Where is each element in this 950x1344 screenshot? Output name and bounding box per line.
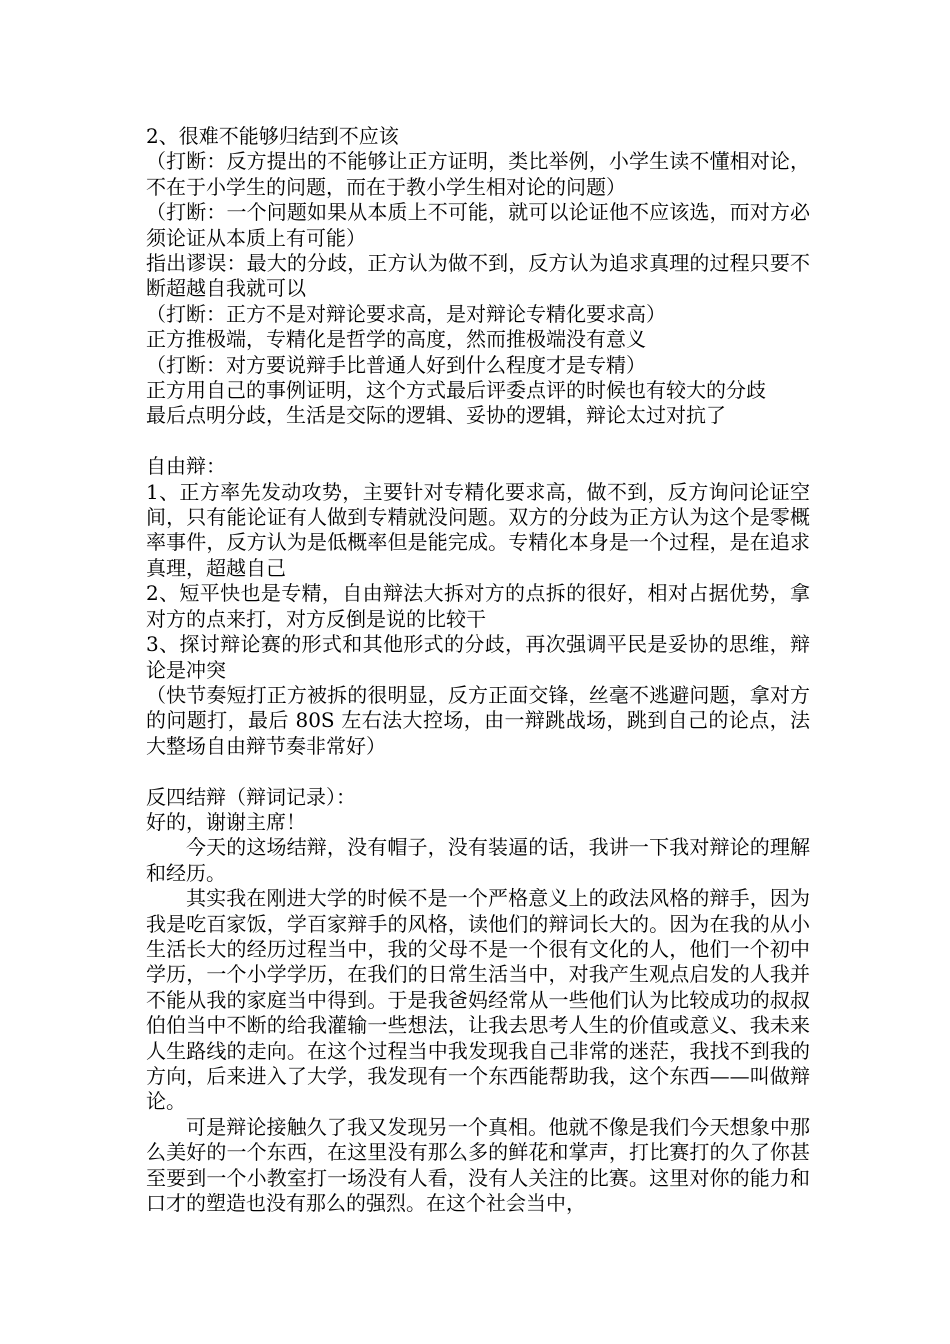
interruption-note: （打断：对方要说辩手比普通人好到什么程度才是专精） <box>146 352 646 377</box>
document-page <box>146 124 810 1216</box>
speech-paragraph: 今天的这场结辩，没有帽子，没有装逼的话，我讲一下我对辩论的理解和经历。 <box>146 835 810 885</box>
section-heading: 自由辩： <box>146 454 226 479</box>
free-debate-comment: （快节奏短打正方被拆的很明显，反方正面交锋，丝毫不逃避问题，拿对方的问题打，最后 80S 左右法大控场，由一辩跳战场，跳到自己的论点，法大整场自由辩节奏非常好） <box>146 682 810 758</box>
fallacy-note: 指出谬误：最大的分歧，正方认为做不到，反方认为追求真理的过程只要不断超越自我就可以 <box>146 251 810 301</box>
blank-line <box>146 429 810 454</box>
section-rebuttal-notes <box>146 124 810 429</box>
speech-paragraph: 其实我在刚进大学的时候不是一个严格意义上的政法风格的辩手，因为我是吃百家饭，学百家辩手的风格，读他们的辩词长大的。因为在我的从小生活长大的经历过程当中，我的父母不是一个很有文化的人，他们一个初中学历，一个小学学历，在我们的日常生活当中，对我产生观点启发的人我并不能从我的家庭当中得到。于是我爸妈经常从一些他们认为比较成功的叔叔伯伯当中不断的给我灌输一些想法，让我去思考人生的价值或意义、我未来人生路线的走向。在这个过程当中我发现我自己非常的迷茫，我找不到我的方向，后来进入了大学，我发现有一个东西能帮助我，这个东西——叫做辩论。 <box>146 886 810 1114</box>
section-closing-speech <box>146 785 810 1217</box>
free-debate-point-3: 3、探讨辩论赛的形式和其他形式的分歧，再次强调平民是妥协的思维，辩论是冲突 <box>146 632 810 682</box>
speech-greeting: 好的，谢谢主席！ <box>146 809 306 834</box>
section-free-debate <box>146 454 810 759</box>
free-debate-point-2: 2、短平快也是专精，自由辩法大拆对方的点拆的很好，相对占据优势，拿对方的点来打，对方反倒是说的比较干 <box>146 581 810 631</box>
point-2-heading: 2、很难不能够归结到不应该 <box>146 124 399 148</box>
interruption-note: （打断：一个问题如果从本质上不可能，就可以论证他不应该选，而对方必须论证从本质上有可能） <box>146 200 810 250</box>
note-line: 最后点明分歧，生活是交际的逻辑、妥协的逻辑，辩论太过对抗了 <box>146 403 726 428</box>
speech-paragraph: 可是辩论接触久了我又发现另一个真相。他就不像是我们今天想象中那么美好的一个东西，在这里没有那么多的鲜花和掌声，打比赛打的久了你甚至要到一个小教室打一场没有人看，没有人关注的比赛。这里对你的能力和口才的塑造也没有那么的强烈。在这个社会当中， <box>146 1114 810 1216</box>
note-line: 正方用自己的事例证明，这个方式最后评委点评的时候也有较大的分歧 <box>146 378 766 403</box>
free-debate-point-1: 1、正方率先发动攻势，主要针对专精化要求高，做不到，反方询问论证空间，只有能论证有人做到专精就没问题。双方的分歧为正方认为这个是零概率事件，反方认为是低概率但是能完成。专精化本身是一个过程，是在追求真理，超越自己 <box>146 479 810 580</box>
note-line: 正方推极端，专精化是哲学的高度，然而推极端没有意义 <box>146 327 646 352</box>
interruption-note: （打断：正方不是对辩论要求高，是对辩论专精化要求高） <box>146 301 666 326</box>
interruption-note: （打断：反方提出的不能够让正方证明，类比举例，小学生读不懂相对论，不在于小学生的问题，而在于教小学生相对论的问题） <box>146 149 810 199</box>
blank-line <box>146 759 810 784</box>
section-heading: 反四结辩（辩词记录）： <box>146 784 356 809</box>
